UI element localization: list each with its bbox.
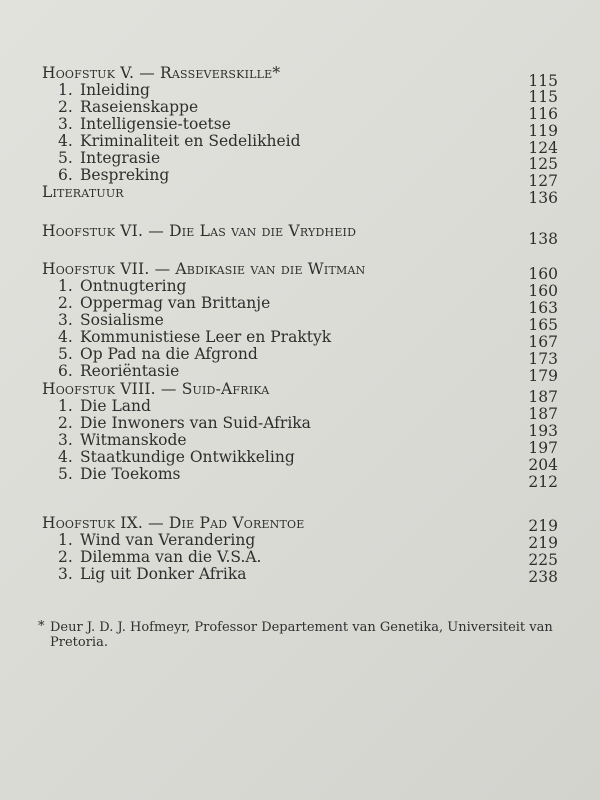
chapter-page-number: 115 <box>528 72 558 90</box>
toc-item-page-number: 212 <box>528 473 558 491</box>
toc-item-number: 2. <box>58 548 73 566</box>
toc-item-title: Integrasie <box>80 149 161 167</box>
toc-item-title: Die Toekoms <box>80 465 181 483</box>
chapter-heading <box>0 181 600 207</box>
toc-item-number: 3. <box>58 431 73 449</box>
toc-item-title: Wind van Verandering <box>80 531 256 549</box>
toc-item-number: 3. <box>58 115 73 133</box>
toc-item-title: Raseienskappe <box>80 98 199 116</box>
toc-item-title: Inleiding <box>80 81 150 99</box>
toc-item-page-number: 225 <box>528 551 558 569</box>
chapter-title: Hoofstuk VIII. — Suid-Afrika <box>42 380 270 398</box>
toc-item-number: 2. <box>58 414 73 432</box>
chapter-page-number: 160 <box>528 265 558 283</box>
toc-item-page-number: 165 <box>528 316 558 334</box>
toc-item-title: Op Pad na die Afgrond <box>80 345 258 363</box>
toc-item-page-number: 173 <box>528 350 558 368</box>
toc-item-page-number: 204 <box>528 456 558 474</box>
toc-item-number: 1. <box>58 531 73 549</box>
toc-item-number: 2. <box>58 98 73 116</box>
toc-item-number: 5. <box>58 345 73 363</box>
toc-item-title: Oppermag van Brittanje <box>80 294 271 312</box>
chapter-page-number: 136 <box>528 189 558 207</box>
chapter-title: Hoofstuk V. — Rasseverskille* <box>42 64 281 82</box>
toc-item-title: Die Land <box>80 397 151 415</box>
toc-item-title: Dilemma van die V.S.A. <box>80 548 262 566</box>
toc-item-title: Staatkundige Ontwikkeling <box>80 448 295 466</box>
toc-item-title: Die Inwoners van Suid-Afrika <box>80 414 311 432</box>
toc-item-label <box>58 463 181 485</box>
toc-item-number: 1. <box>58 81 73 99</box>
footnote-mark: * <box>38 619 45 634</box>
toc-item-number: 4. <box>58 132 73 150</box>
toc-item-number: 1. <box>58 277 73 295</box>
toc-item-page-number: 187 <box>528 405 558 423</box>
toc-item-page-number: 163 <box>528 299 558 317</box>
toc-item-title: Witmanskode <box>80 431 187 449</box>
chapter-page-number: 138 <box>528 230 558 248</box>
toc-item-page-number: 124 <box>528 139 558 157</box>
toc-item-page-number: 193 <box>528 422 558 440</box>
toc-item-page-number: 160 <box>528 282 558 300</box>
toc-item-number: 2. <box>58 294 73 312</box>
toc-item-number: 5. <box>58 149 73 167</box>
toc-item-number: 3. <box>58 311 73 329</box>
chapter-title: Literatuur <box>42 183 124 201</box>
toc-item-page-number: 238 <box>528 568 558 586</box>
toc-item-number: 4. <box>58 328 73 346</box>
footnote <box>38 620 568 650</box>
toc-item-title: Reoriëntasie <box>80 362 180 380</box>
toc-item-title: Sosialisme <box>80 311 164 329</box>
toc-item-page-number: 116 <box>528 105 558 123</box>
chapter-title: Hoofstuk VII. — Abdikasie van die Witman <box>42 260 366 278</box>
toc-item-number: 3. <box>58 565 73 583</box>
toc-item-label <box>58 563 247 585</box>
toc-item-page-number: 197 <box>528 439 558 457</box>
toc-item-number: 1. <box>58 397 73 415</box>
toc-item <box>0 563 600 585</box>
toc-item-page-number: 179 <box>528 367 558 385</box>
toc-item-page-number: 127 <box>528 172 558 190</box>
toc-item-title: Kriminaliteit en Sedelikheid <box>80 132 301 150</box>
chapter-page-number: 187 <box>528 388 558 406</box>
toc-item-page-number: 219 <box>528 534 558 552</box>
toc-item-title: Kommunistiese Leer en Praktyk <box>80 328 332 346</box>
toc-item-title: Ontnugtering <box>80 277 187 295</box>
toc-item <box>0 463 600 491</box>
chapter-heading <box>0 220 600 248</box>
toc-item-number: 4. <box>58 448 73 466</box>
toc-item-page-number: 125 <box>528 155 558 173</box>
footnote-text: Deur J. D. J. Hofmeyr, Professor Departement van Genetika, Universiteit van Pretoria. <box>50 620 553 650</box>
toc-item-page-number: 115 <box>528 88 558 106</box>
toc-item-number: 6. <box>58 166 73 184</box>
toc-item-page-number: 119 <box>528 122 558 140</box>
toc-item-number: 6. <box>58 362 73 380</box>
toc-item-title: Bespreking <box>80 166 170 184</box>
chapter-title: Hoofstuk IX. — Die Pad Vorentoe <box>42 514 305 532</box>
toc-item-number: 5. <box>58 465 73 483</box>
toc-item-page-number: 167 <box>528 333 558 351</box>
chapter-page-number: 219 <box>528 517 558 535</box>
toc-item-title: Intelligensie-toetse <box>80 115 231 133</box>
chapter-title: Hoofstuk VI. — Die Las van die Vrydheid <box>42 222 357 240</box>
toc-item-title: Lig uit Donker Afrika <box>80 565 247 583</box>
